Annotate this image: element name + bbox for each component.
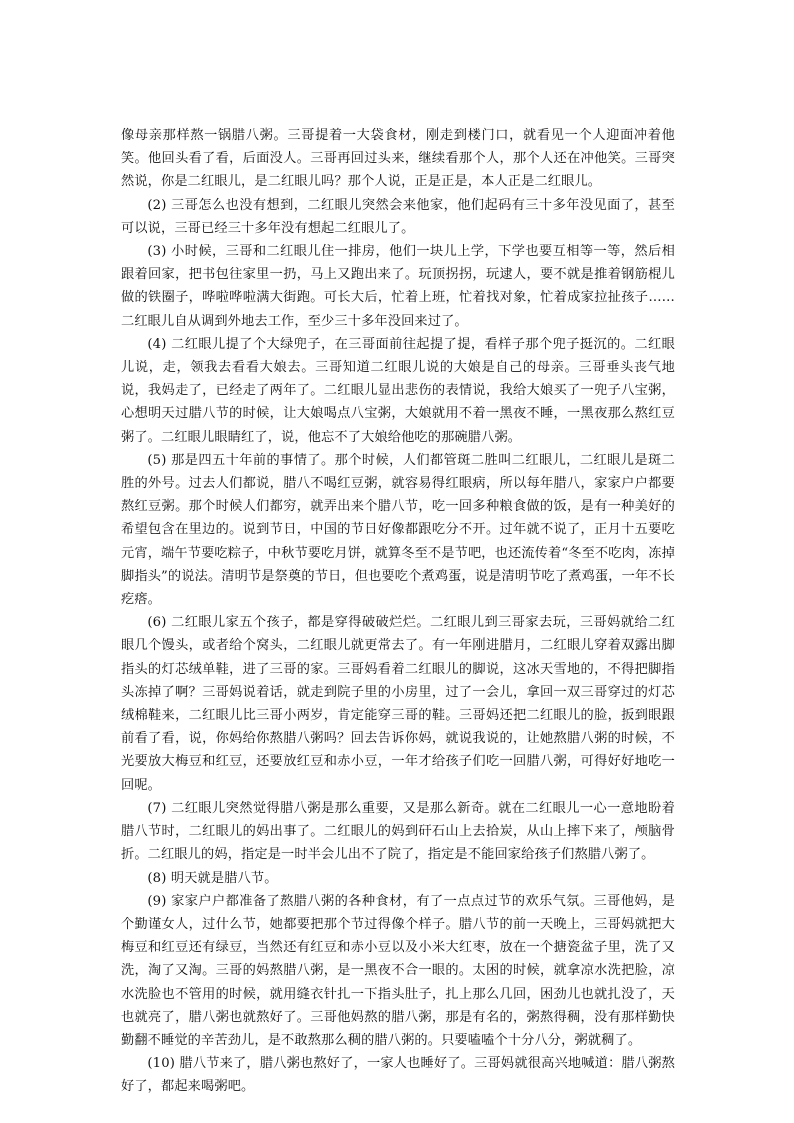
paragraph-8: (8) 明天就是腊八节。 xyxy=(147,870,278,886)
paragraph-1: 像母亲那样熬一锅腊八粥。三哥提着一大袋食材，刚走到楼门口，就看见一个人迎面冲着他笑。他回头看了看，后面没人。三哥再回过头来，继续看那个人，那个人还在冲他笑。三哥突然说，你是二红眼儿，是二红眼儿吗？那个人说，正是正是，本人正是二红眼儿。 xyxy=(121,128,675,190)
paragraph-10: (10) 腊八节来了，腊八粥也熬好了，一家人也睡好了。三哥妈就很高兴地喊道：腊八粥熬好了，都起来喝粥吧。 xyxy=(121,1056,675,1095)
paragraph-5: (5) 那是四五十年前的事情了。那个时候，人们都管斑二胜叫二红眼儿，二红眼儿是斑二胜的外号。过去人们都说，腊八不喝红豆粥，就容易得红眼病，所以每年腊八，家家户户都要熬红豆粥。那个时候人们都穷，就弄出来个腊八节，吃一回多种粮食做的饭，是有一种美好的希望包含在里边的。说到节日，中国的节日好像都跟吃分不开。过年就不说了，正月十五要吃元宵，端午节要吃粽子，中秋节要吃月饼，就算冬至不是节吧，也还流传着“冬至不吃肉，冻掉脚指头”的说法。清明节是祭奠的节日，但也要吃个煮鸡蛋，说是清明节吃了煮鸡蛋，一年不长疙瘩。 xyxy=(121,452,675,608)
paragraph-9: (9) 家家户户都准备了熬腊八粥的各种食材，有了一点点过节的欢乐气氛。三哥他妈，是个勤谨女人，过什么节，她都要把那个节过得像个样子。腊八节的前一天晚上，三哥妈就把大梅豆和红豆还有绿豆，当然还有红豆和赤小豆以及小米大红枣，放在一个搪瓷盆子里，洗了又洗，淘了又淘。三哥的妈熬腊八粥，是一黑夜不合一眼的。太困的时候，就拿凉水洗把脸，凉水洗脸也不管用的时候，就用缝衣针扎一下指头肚子，扎上那么几回，困劲儿也就扎没了，天也就亮了，腊八粥也就熬好了。三哥他妈熬的腊八粥，那是有名的，粥熬得稠，没有那样勤快勤翻不睡觉的辛苦劲儿，是不敢熬那么稠的腊八粥的。只要嗑嗑个十分八分，粥就稠了。 xyxy=(121,893,675,1048)
paragraph-3: (3) 小时候，三哥和二红眼儿住一排房，他们一块儿上学，下学也要互相等一等，然后相跟着回家，把书包往家里一扔，马上又跑出来了。玩顶拐拐，玩逮人，要不就是推着钢筋棍儿做的铁圈子，哗啦哗啦满大街跑。可长大后，忙着上班，忙着找对象，忙着成家拉扯孩子……二红眼儿自从调到外地去工作，至少三十多年没回来过了。 xyxy=(121,244,675,329)
paragraph-2: (2) 三哥怎么也没有想到，二红眼儿突然会来他家，他们起码有三十多年没见面了，甚至可以说，三哥已经三十多年没有想起二红眼儿了。 xyxy=(121,197,675,236)
paragraph-6: (6) 二红眼儿家五个孩子，都是穿得破破烂烂。二红眼儿到三哥家去玩，三哥妈就给二红眼几个馒头，或者给个窝头，二红眼儿就更常去了。有一年刚进腊月，二红眼儿穿着双露出脚指头的灯芯绒单鞋，进了三哥的家。三哥妈看着二红眼儿的脚说，这冰天雪地的，不得把脚指头冻掉了啊？三哥妈说着话，就走到院子里的小房里，过了一会儿，拿回一双三哥穿过的灯芯绒棉鞋来，二红眼儿比三哥小两岁，肯定能穿三哥的鞋。三哥妈还把二红眼儿的脸，扳到眼跟前看了看，说，你妈给你熬腊八粥吗？回去告诉你妈，就说我说的，让她熬腊八粥的时候，不光要放大梅豆和红豆，还要放红豆和赤小豆，一年才给孩子们吃一回腊八粥，可得好好地吃一回呢。 xyxy=(121,615,675,793)
article-body xyxy=(121,124,675,1099)
paragraph-4: (4) 二红眼儿提了个大绿兜子，在三哥面前往起提了提，看样子那个兜子挺沉的。二红眼儿说，走，领我去看看大娘去。三哥知道二红眼儿说的大娘是自己的母亲。三哥垂头丧气地说，我妈走了，已经走了两年了。二红眼儿显出悲伤的表情说，我给大娘买了一兜子八宝粥，心想明天过腊八节的时候，让大娘喝点八宝粥，大娘就用不着一黑夜不睡，一黑夜那么熬红豆粥了。二红眼儿眼睛红了，说，他忘不了大娘给他吃的那碗腊八粥。 xyxy=(121,336,675,445)
paragraph-7: (7) 二红眼儿突然觉得腊八粥是那么重要，又是那么新奇。就在二红眼儿一心一意地盼着腊八节时，二红眼儿的妈出事了。二红眼儿的妈到矸石山上去拾炭，从山上摔下来了，颅脑骨折。二红眼儿的妈，指定是一时半会儿出不了院了，指定是不能回家给孩子们熬腊八粥了。 xyxy=(121,800,675,863)
